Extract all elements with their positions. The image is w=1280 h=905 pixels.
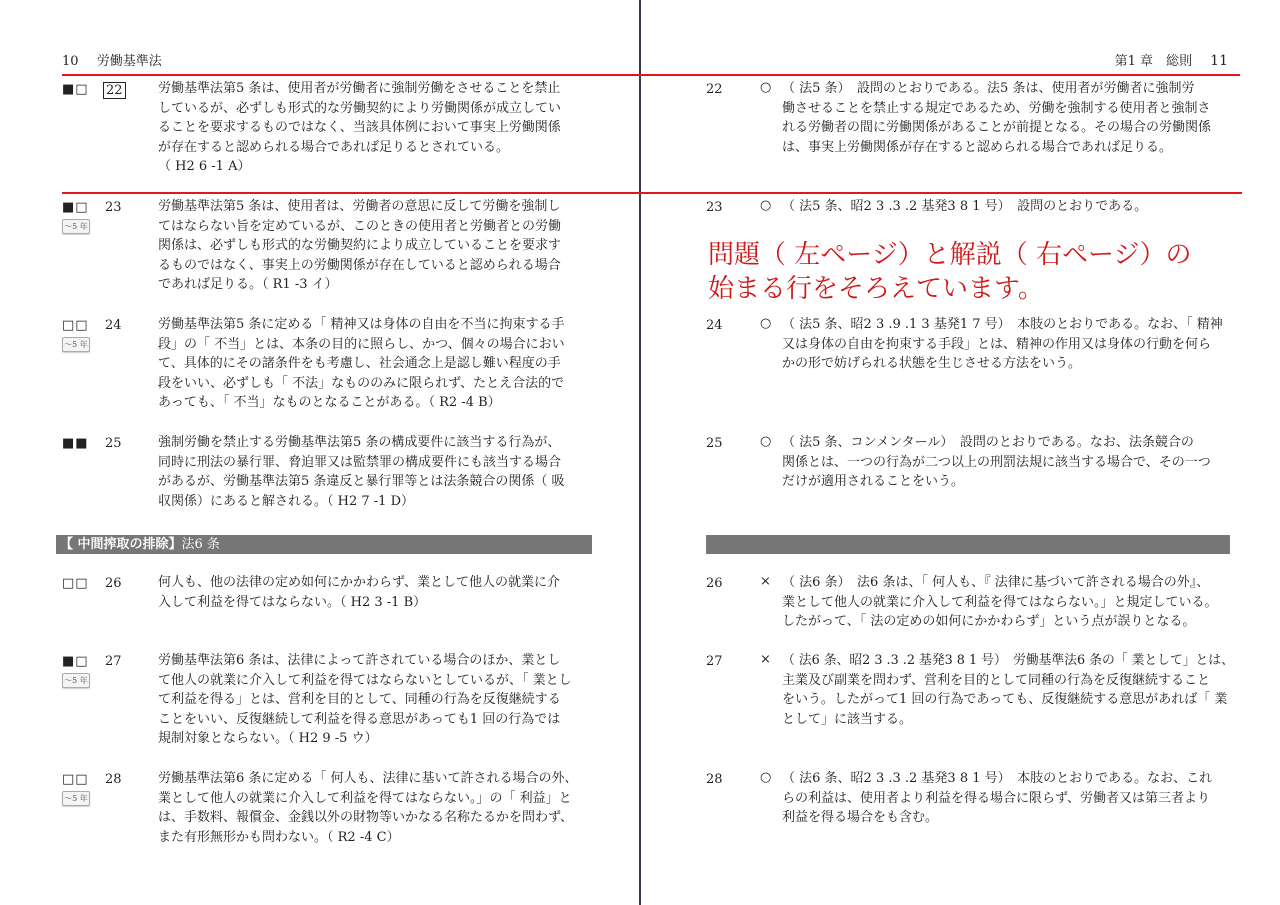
answer-line: らの利益は、使用者より利益を得る場合に限らず、労働者又は第三者より (782, 790, 1210, 806)
answer-line: かの形で妨げられる状態を生じさせる方法をいう。 (782, 356, 1082, 372)
question-line: があるが、労働基準法第5 条違反と暴行罪等とは法条競合の関係（ 吸 (158, 474, 565, 490)
answer-line: （ 法6 条） 法6 条は、「 何人も、『 法律に基づいて許される場合の外』、 (782, 575, 1210, 590)
answer-text (782, 433, 1234, 492)
answer-text (782, 573, 1234, 632)
question-line: て、具体的にその諸条件をも考慮し、社会通念上是認し難い程度の手 (158, 356, 561, 372)
answer-number: 26 (706, 576, 723, 591)
question-line: ることを要求するものではなく、当該具体例において事実上労働関係 (158, 120, 561, 136)
question-text (158, 651, 590, 749)
answer-verdict-mark: ○ (760, 434, 772, 449)
answer-verdict-mark: ○ (760, 316, 772, 331)
section-heading (56, 535, 592, 554)
question-number: 26 (105, 576, 122, 591)
question-line: しているが、必ずしも形式的な労働契約により労働関係が成立してい (158, 100, 562, 116)
left-page-header (62, 50, 162, 69)
question-text (158, 315, 590, 413)
question-line: であれば足りる。（ R1 -3 イ） (158, 277, 338, 293)
question-line: 強制労働を禁止する労働基準法第5 条の構成要件に該当する行為が、 (158, 435, 561, 450)
question-number: 27 (105, 654, 122, 669)
question-line: 労働基準法第5 条は、使用者は、労働者の意思に反して労働を強制し (158, 199, 561, 214)
alignment-guide-line (62, 192, 1242, 194)
question-number: 22 (103, 82, 126, 99)
answer-text (782, 79, 1234, 157)
frequency-badge: ～5 年 (62, 337, 90, 352)
answer-line: 主業及び副業を問わず、営利を目的として同種の行為を反復継続すること (782, 672, 1210, 688)
question-text (158, 769, 590, 847)
question-line: 労働基準法第5 条は、使用者が労働者に強制労働をさせることを禁止 (158, 81, 561, 96)
question-text (158, 433, 590, 511)
question-line: 入して利益を得てはならない。（ H2 3 -1 B） (158, 594, 427, 610)
answer-line: （ 法5 条、コンメンタール） 設問のとおりである。なお、法条競合の (782, 435, 1194, 450)
section-title: 【 中間搾取の排除】 (60, 537, 182, 552)
answer-line: 業として他人の就業に介入して利益を得てはならない。」と規定している。 (782, 594, 1218, 610)
question-check-marks: ■□ (62, 200, 89, 215)
question-line: て利益を得る」とは、営利を目的として、同種の行為を反復継続する (158, 692, 561, 708)
question-line: が存在すると認められる場合であれば足りるとされている。 (158, 139, 510, 155)
left-page-title: 労働基準法 (96, 54, 162, 69)
question-number: 23 (105, 200, 122, 215)
question-line: 労働基準法第6 条は、法律によって許されている場合のほか、業とし (158, 653, 561, 668)
left-page-number: 10 (62, 54, 79, 69)
section-heading-bar (706, 535, 1230, 554)
question-line: 労働基準法第5 条に定める「 精神又は身体の自由を不当に拘束する手 (158, 317, 565, 332)
question-number: 28 (105, 772, 122, 787)
question-line: て他人の就業に介入して利益を得てはならないとしているが、「 業とし (158, 672, 572, 688)
frequency-badge: ～5 年 (62, 673, 90, 688)
question-line: 同時に刑法の暴行罪、脅迫罪又は監禁罪の構成要件にも該当する場合 (158, 454, 562, 470)
question-line: （ H2 6 -1 A） (158, 159, 251, 175)
answer-number: 28 (706, 772, 723, 787)
answer-line: は、事実上労働関係が存在すると認められる場合であれば足りる。 (782, 139, 1173, 155)
answer-text (782, 651, 1234, 729)
question-line: あっても、「 不当」なものとなることがある。（ R2 -4 B） (158, 395, 501, 411)
question-line: てはならない旨を定めているが、このときの使用者と労働者との労働 (158, 218, 562, 234)
answer-verdict-mark: ○ (760, 198, 772, 213)
answer-number: 27 (706, 654, 723, 669)
answer-line: 利益を得る場合をも含む。 (782, 810, 939, 826)
question-line: 何人も、他の法律の定め如何にかかわらず、業として他人の就業に介 (158, 575, 560, 590)
question-line: 規制対象とならない。（ H2 9 -5 ウ） (158, 731, 378, 747)
page-gutter (639, 0, 641, 905)
right-page-number: 11 (1210, 53, 1228, 69)
answer-verdict-mark: ○ (760, 80, 772, 95)
answer-line: 働させることを禁止する規定であるため、労働を強制する使用者と強制さ (782, 100, 1211, 116)
answer-verdict-mark: × (760, 574, 771, 589)
answer-line: （ 法6 条、昭2 3 .3 .2 基発3 8 1 号） 本肢のとおりである。なお、これ (782, 771, 1213, 786)
section-subtitle: 法6 条 (181, 537, 220, 552)
question-line: 労働基準法第6 条に定める「 何人も、法律に基いて許される場合の外、 (158, 771, 578, 786)
question-check-marks: □□ (62, 772, 89, 787)
answer-number: 25 (706, 436, 723, 451)
answer-number: 23 (706, 200, 723, 215)
answer-number: 24 (706, 318, 723, 333)
question-line: 業として他人の就業に介入して利益を得てはならない。」の「 利益」と (158, 790, 572, 806)
right-page-header (1115, 50, 1228, 69)
question-line: 収関係）にあると解される。（ H2 7 -1 D） (158, 493, 414, 509)
question-line: は、手数料、報償金、金銭以外の財物等いかなる名称たるかを問わず、 (158, 810, 573, 826)
question-number: 25 (105, 436, 122, 451)
question-text (158, 197, 590, 295)
right-chapter-title: 第1 章 総則 (1114, 54, 1193, 69)
answer-line: れる労働者の間に労働関係があることが前提となる。その場合の労働関係 (782, 120, 1212, 136)
answer-text (782, 197, 1234, 217)
alignment-guide-line (62, 74, 1240, 76)
question-text (158, 79, 590, 177)
answer-line: （ 法6 条、昭2 3 .3 .2 基発3 8 1 号） 労働基準法6 条の「 業として」とは、 (782, 653, 1234, 668)
answer-number: 22 (706, 82, 723, 97)
question-text (158, 573, 590, 612)
question-number: 24 (105, 318, 122, 333)
question-line: また有形無形かも問わない。（ R2 -4 C） (158, 829, 400, 845)
question-line: るものではなく、事実上の労働関係が存在していると認められる場合 (158, 257, 561, 273)
answer-line: （ 法5 条） 設問のとおりである。法5 条は、使用者が労働者に強制労 (782, 81, 1195, 96)
question-line: 段をいい、必ずしも「 不法」なもののみに限られず、たとえ合法的で (158, 375, 565, 391)
answer-verdict-mark: × (760, 652, 771, 667)
alignment-annotation (708, 238, 1192, 306)
answer-line: 又は身体の自由を拘束する手段」とは、精神の作用又は身体の行動を何ら (782, 336, 1212, 352)
question-check-marks: □□ (62, 318, 89, 333)
question-line: 段」の「 不当」とは、本条の目的に照らし、かつ、個々の場合におい (158, 336, 565, 352)
answer-line: をいう。したがって1 回の行為であっても、反復継続する意思があれば「 業 (782, 692, 1228, 708)
frequency-badge: ～5 年 (62, 791, 90, 806)
answer-text (782, 769, 1234, 828)
answer-line: （ 法5 条、昭2 3 .9 .1 3 基発1 7 号） 本肢のとおりである。なお、「 精神 (782, 317, 1223, 332)
answer-line: 関係とは、一つの行為が二つ以上の刑罰法規に該当する場合で、その一つ (782, 454, 1211, 470)
annotation-line: 始まる行をそろえています。 (708, 274, 1044, 304)
question-line: ことをいい、反復継続して利益を得る意思があっても1 回の行為では (158, 711, 561, 727)
answer-line: として」に該当する。 (782, 711, 913, 727)
question-check-marks: ■□ (62, 654, 89, 669)
annotation-line: 問題（ 左ページ）と解説（ 右ページ）の (708, 240, 1192, 270)
question-check-marks: ■■ (62, 436, 89, 451)
question-check-marks: □□ (62, 576, 89, 591)
answer-text (782, 315, 1234, 374)
answer-line: したがって、「 法の定めの如何にかかわらず」という点が誤りとなる。 (782, 614, 1196, 630)
question-line: 関係は、必ずしも形式的な労働契約により成立していることを要求す (158, 238, 562, 254)
frequency-badge: ～5 年 (62, 219, 90, 234)
answer-line: だけが適用されることをいう。 (782, 474, 965, 490)
answer-verdict-mark: ○ (760, 770, 772, 785)
question-check-marks: ■□ (62, 82, 89, 97)
answer-line: （ 法5 条、昭2 3 .3 .2 基発3 8 1 号） 設問のとおりである。 (782, 199, 1148, 214)
